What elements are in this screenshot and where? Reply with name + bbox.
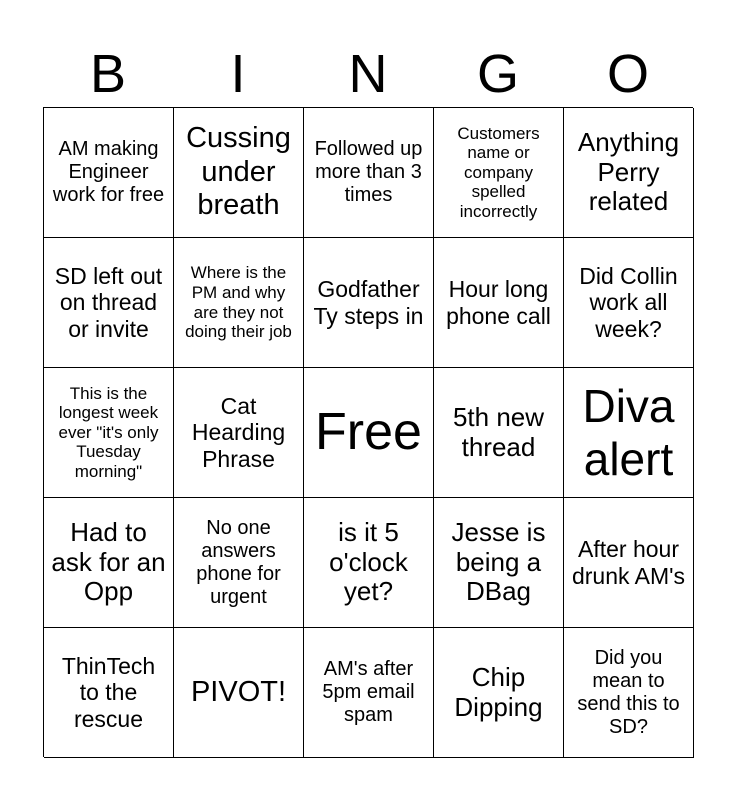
bingo-cell-text: Jesse is being a DBag <box>451 516 546 607</box>
bingo-cell-text: Chip Dipping <box>454 661 543 722</box>
bingo-cell-text: AM making Engineer work for free <box>52 138 165 206</box>
bingo-cell-r4c1[interactable] <box>44 498 174 628</box>
bingo-grid <box>43 107 693 757</box>
bingo-cell-r5c1[interactable] <box>44 628 174 758</box>
header-letter-i: I <box>230 44 246 104</box>
bingo-cell-text: SD left out on thread or invite <box>54 262 163 342</box>
header-letter-b: B <box>89 44 127 104</box>
bingo-cell-r3c5[interactable] <box>564 368 694 498</box>
bingo-cell-text: PIVOT! <box>190 675 287 708</box>
bingo-cell-r4c3[interactable] <box>304 498 434 628</box>
bingo-cell-text: Diva alert <box>582 379 675 485</box>
bingo-cell-text: Godfather Ty steps in <box>313 276 424 329</box>
bingo-cell-text: Followed up more than 3 times <box>314 138 423 206</box>
bingo-cell-r3c4[interactable] <box>434 368 564 498</box>
bingo-cell-r5c5[interactable] <box>564 628 694 758</box>
bingo-cell-r1c5[interactable] <box>564 108 694 238</box>
bingo-cell-text: 5th new thread <box>452 401 545 462</box>
header-letter-o: O <box>606 44 649 104</box>
bingo-cell-text: Free <box>315 402 422 461</box>
bingo-cell-text: Customers name or company spelled incorrectly <box>457 123 540 221</box>
header-letter-n: N <box>348 44 388 104</box>
bingo-cell-r3c1[interactable] <box>44 368 174 498</box>
bingo-cell-text: Anything Perry related <box>577 126 680 217</box>
bingo-cell-r3c2[interactable] <box>174 368 304 498</box>
bingo-cell-text: This is the longest week ever "it's only Tuesday morning" <box>58 383 159 481</box>
bingo-cell-free[interactable] <box>304 368 434 498</box>
bingo-cell-text: After hour drunk AM's <box>571 536 686 589</box>
bingo-cell-text: Did you mean to send this to SD? <box>577 646 680 738</box>
bingo-cell-r5c3[interactable] <box>304 628 434 758</box>
header-letter-g: G <box>476 44 519 104</box>
bingo-cell-r2c4[interactable] <box>434 238 564 368</box>
bingo-header <box>43 40 693 108</box>
bingo-cell-r4c2[interactable] <box>174 498 304 628</box>
bingo-cell-r1c1[interactable] <box>44 108 174 238</box>
bingo-cell-text: Where is the PM and why are they not doing their job <box>185 263 292 342</box>
bingo-cell-text: Cussing under breath <box>186 122 291 222</box>
bingo-cell-r1c4[interactable] <box>434 108 564 238</box>
bingo-cell-r2c5[interactable] <box>564 238 694 368</box>
bingo-cell-text: Did Collin work all week? <box>579 262 678 342</box>
bingo-cell-r1c3[interactable] <box>304 108 434 238</box>
bingo-cell-text: ThinTech to the rescue <box>61 652 156 732</box>
bingo-cell-r5c2[interactable] <box>174 628 304 758</box>
bingo-cell-text: AM's after 5pm email spam <box>322 658 415 726</box>
bingo-cell-r4c4[interactable] <box>434 498 564 628</box>
bingo-cell-text: is it 5 o'clock yet? <box>329 516 408 607</box>
bingo-cell-r1c2[interactable] <box>174 108 304 238</box>
bingo-cell-text: No one answers phone for urgent <box>196 516 281 608</box>
bingo-cell-text: Cat Hearding Phrase <box>191 392 286 472</box>
bingo-cell-r4c5[interactable] <box>564 498 694 628</box>
bingo-cell-r2c3[interactable] <box>304 238 434 368</box>
bingo-cell-r2c2[interactable] <box>174 238 304 368</box>
bingo-cell-r2c1[interactable] <box>44 238 174 368</box>
bingo-cell-text: Had to ask for an Opp <box>51 516 166 607</box>
bingo-cell-text: Hour long phone call <box>446 276 551 329</box>
bingo-cell-r5c4[interactable] <box>434 628 564 758</box>
